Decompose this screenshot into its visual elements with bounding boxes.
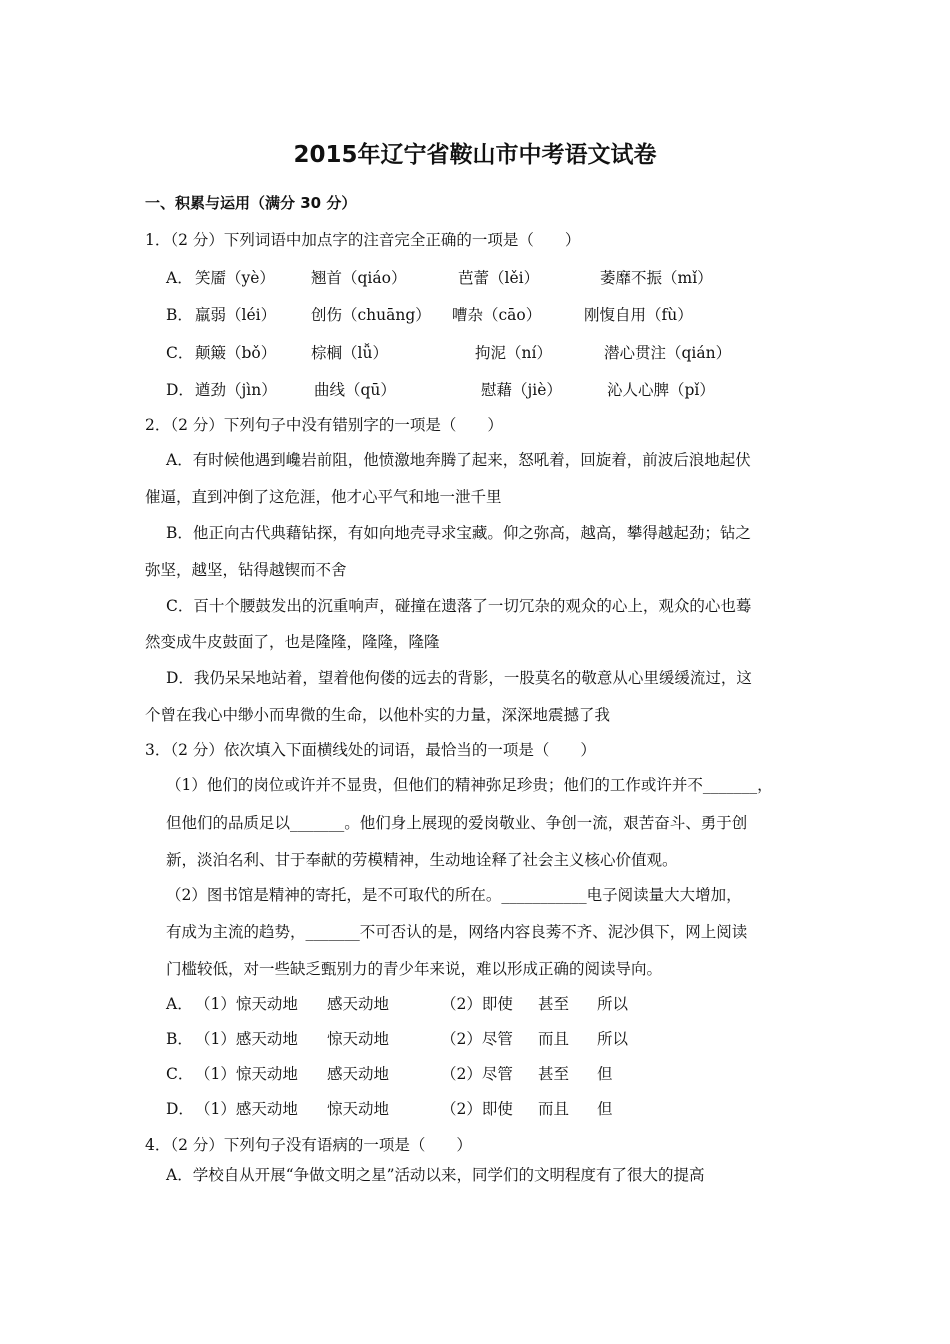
option-item: 芭蕾（lěi） bbox=[458, 269, 540, 287]
option-item: （2）即使 bbox=[441, 995, 513, 1013]
question-3-line: （2）图书馆是精神的寄托，是不可取代的所在。___________电子阅读量大大增加， bbox=[166, 886, 742, 904]
option-label: B． bbox=[166, 1030, 193, 1048]
option-item: 而且 bbox=[538, 1100, 570, 1118]
option-item: 创伤（chuāng） bbox=[311, 306, 431, 324]
option-label: C． bbox=[166, 344, 194, 362]
question-2-stem: 2．（2 分）下列句子中没有错别字的一项是（ ） bbox=[145, 416, 503, 434]
question-3-stem: 3．（2 分）依次填入下面横线处的词语，最恰当的一项是（ ） bbox=[145, 741, 596, 759]
option-item: 所以 bbox=[597, 1030, 629, 1048]
option-item: 翘首（qiáo） bbox=[311, 269, 407, 287]
option-item: 刚愎自用（fù） bbox=[584, 306, 693, 324]
question-2-line: 个曾在我心中缈小而卑微的生命，以他朴实的力量，深深地震撼了我 bbox=[145, 706, 611, 724]
option-item: 感天动地 bbox=[327, 1065, 390, 1083]
option-label: C． bbox=[166, 1065, 194, 1083]
page-title: 2015年辽宁省鞍山市中考语文试卷 bbox=[293, 142, 657, 168]
question-2-line: 弥坚，越坚，钻得越锲而不舍 bbox=[145, 561, 347, 579]
question-3-line: 门槛较低，对一些缺乏甄别力的青少年来说，难以形成正确的阅读导向。 bbox=[166, 960, 663, 978]
option-label: A． bbox=[166, 269, 193, 287]
option-item: 曲线（qū） bbox=[314, 381, 396, 399]
question-3-line: 但他们的品质足以_______。他们身上展现的爱岗敬业、争创一流，艰苦奋斗、勇于创 bbox=[166, 814, 748, 832]
question-3-line: 有成为主流的趋势，_______不可否认的是，网络内容良莠不齐、泥沙俱下，网上阅读 bbox=[166, 923, 748, 941]
option-item: （1）感天动地 bbox=[195, 1030, 298, 1048]
option-item: 拘泥（ní） bbox=[475, 344, 552, 362]
option-item: 潜心贯注（qián） bbox=[604, 344, 732, 362]
option-item: （2）尽管 bbox=[441, 1030, 513, 1048]
option-item: 但 bbox=[597, 1100, 613, 1118]
option-label: D． bbox=[166, 1100, 194, 1118]
option-label: D． bbox=[166, 381, 194, 399]
question-2-line: D．我仍呆呆地站着，望着他佝偻的远去的背影，一股莫名的敬意从心里缓缓流过，这 bbox=[166, 669, 752, 687]
option-item: 甚至 bbox=[538, 1065, 570, 1083]
question-2-line: A．有时候他遇到巉岩前阻，他愤激地奔腾了起来，怒吼着，回旋着，前波后浪地起伏 bbox=[166, 451, 751, 469]
question-2-line: 然变成牛皮鼓面了，也是隆隆，隆隆，隆隆 bbox=[145, 633, 440, 651]
option-item: 惊天动地 bbox=[327, 1100, 390, 1118]
option-item: （2）尽管 bbox=[441, 1065, 513, 1083]
option-item: （1）惊天动地 bbox=[195, 995, 298, 1013]
option-item: 遒劲（jìn） bbox=[195, 381, 277, 399]
option-item: （1）感天动地 bbox=[195, 1100, 298, 1118]
option-item: 颠簸（bǒ） bbox=[195, 344, 277, 362]
option-item: 所以 bbox=[597, 995, 629, 1013]
option-item: 棕榈（lǚ） bbox=[311, 344, 388, 362]
question-4-option-a: A．学校自从开展“争做文明之星”活动以来，同学们的文明程度有了很大的提高 bbox=[166, 1166, 705, 1184]
option-label: A． bbox=[166, 995, 193, 1013]
option-item: 但 bbox=[597, 1065, 613, 1083]
question-2-line: 催逼，直到冲倒了这危涯，他才心平气和地一泄千里 bbox=[145, 488, 502, 506]
question-2-line: B．他正向古代典藉钻探，有如向地壳寻求宝藏。仰之弥高，越高，攀得越起劲；钻之 bbox=[166, 524, 751, 542]
option-label: B． bbox=[166, 306, 193, 324]
option-item: 沁人心脾（pǐ） bbox=[607, 381, 715, 399]
option-item: 笑靥（yè） bbox=[195, 269, 275, 287]
section-heading: 一、积累与运用（满分 30 分） bbox=[145, 194, 357, 212]
question-2-line: C．百十个腰鼓发出的沉重响声，碰撞在遗落了一切冗杂的观众的心上，观众的心也蓦 bbox=[166, 597, 752, 615]
option-item: 而且 bbox=[538, 1030, 570, 1048]
question-3-line: 新，淡泊名利、甘于奉献的劳模精神，生动地诠释了社会主义核心价值观。 bbox=[166, 851, 678, 869]
option-item: 惊天动地 bbox=[327, 1030, 390, 1048]
option-item: 甚至 bbox=[538, 995, 570, 1013]
option-item: 慰藉（jiè） bbox=[481, 381, 562, 399]
option-item: （1）惊天动地 bbox=[195, 1065, 298, 1083]
question-4-stem: 4．（2 分）下列句子没有语病的一项是（ ） bbox=[145, 1136, 472, 1154]
option-item: 羸弱（léi） bbox=[195, 306, 277, 324]
question-3-line: （1）他们的岗位或许并不显贵，但他们的精神弥足珍贵；他们的工作或许并不_______， bbox=[166, 776, 773, 794]
option-item: 萎靡不振（mǐ） bbox=[600, 269, 713, 287]
question-1-stem: 1．（2 分）下列词语中加点字的注音完全正确的一项是（ ） bbox=[145, 231, 581, 249]
option-item: 嘈杂（cāo） bbox=[452, 306, 542, 324]
option-item: 感天动地 bbox=[327, 995, 390, 1013]
option-item: （2）即使 bbox=[441, 1100, 513, 1118]
